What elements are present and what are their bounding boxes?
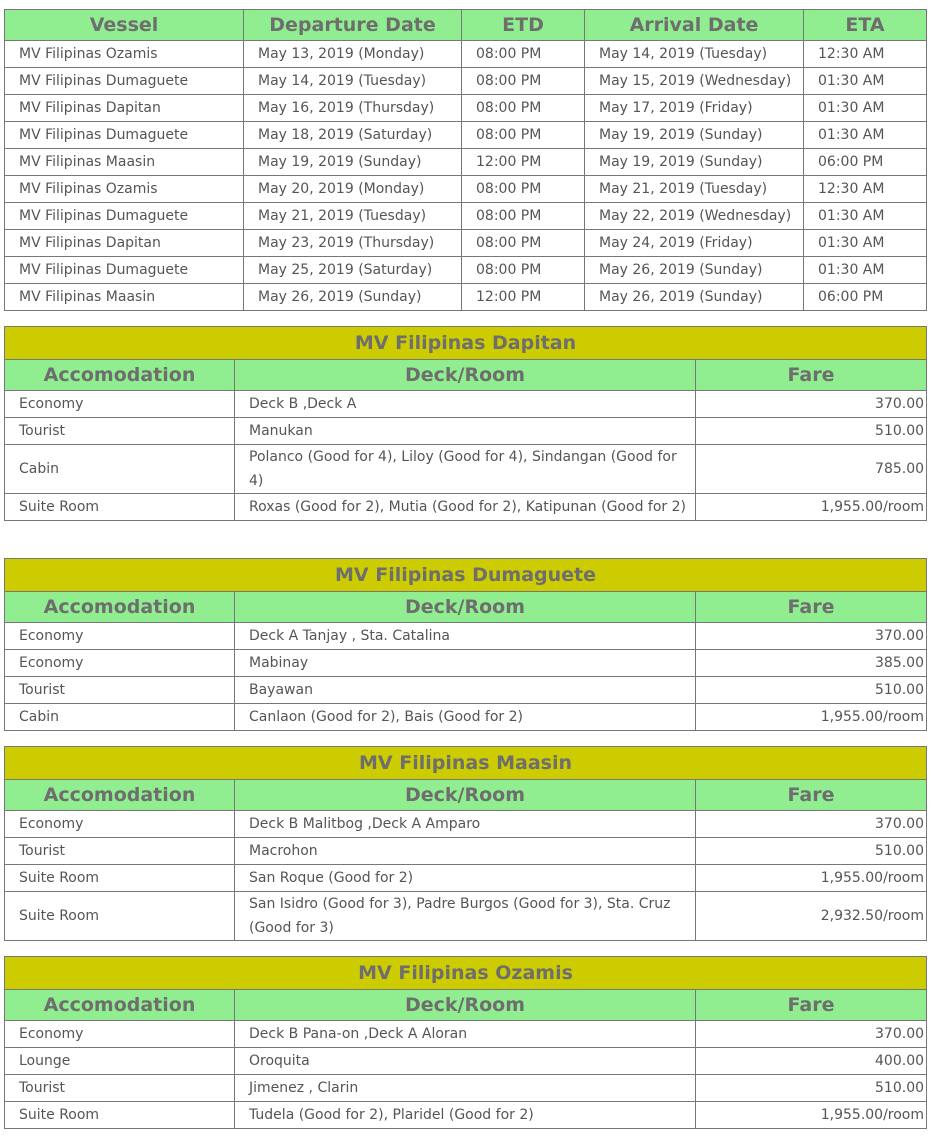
deck-room-cell: San Roque (Good for 2) <box>235 865 696 892</box>
vessel-cell: MV Filipinas Dumaguete <box>5 257 244 284</box>
eta-cell: 06:00 PM <box>804 284 927 311</box>
header-accomodation: Accomodation <box>5 360 235 391</box>
schedule-row <box>5 122 927 149</box>
etd-cell: 08:00 PM <box>462 95 585 122</box>
fare-table-title-row <box>5 957 927 990</box>
arrival-date-cell: May 14, 2019 (Tuesday) <box>585 41 804 68</box>
fare-header-row <box>5 592 927 623</box>
deck-room-cell: Tudela (Good for 2), Plaridel (Good for 2) <box>235 1102 696 1129</box>
accomodation-cell: Economy <box>5 811 235 838</box>
departure-date-cell: May 19, 2019 (Sunday) <box>244 149 462 176</box>
arrival-date-cell: May 22, 2019 (Wednesday) <box>585 203 804 230</box>
accomodation-cell: Suite Room <box>5 865 235 892</box>
deck-room-cell: Bayawan <box>235 677 696 704</box>
vessel-cell: MV Filipinas Dapitan <box>5 230 244 257</box>
arrival-date-cell: May 26, 2019 (Sunday) <box>585 257 804 284</box>
fare-table-dapitan <box>4 326 927 521</box>
accomodation-cell: Tourist <box>5 677 235 704</box>
arrival-date-cell: May 19, 2019 (Sunday) <box>585 122 804 149</box>
fare-header-row <box>5 360 927 391</box>
eta-cell: 01:30 AM <box>804 122 927 149</box>
schedule-row <box>5 149 927 176</box>
vessel-cell: MV Filipinas Dumaguete <box>5 122 244 149</box>
accomodation-cell: Cabin <box>5 704 235 731</box>
accomodation-cell: Cabin <box>5 445 235 494</box>
deck-room-cell: Deck B Malitbog ,Deck A Amparo <box>235 811 696 838</box>
departure-date-cell: May 16, 2019 (Thursday) <box>244 95 462 122</box>
fare-cell: 370.00 <box>696 811 927 838</box>
departure-date-cell: May 26, 2019 (Sunday) <box>244 284 462 311</box>
fare-table-title-row <box>5 747 927 780</box>
fare-header-row <box>5 780 927 811</box>
header-deck-room: Deck/Room <box>235 780 696 811</box>
fare-cell: 400.00 <box>696 1048 927 1075</box>
deck-room-cell: Polanco (Good for 4), Liloy (Good for 4), Sindangan (Good for 4) <box>235 445 696 494</box>
fare-row <box>5 418 927 445</box>
accomodation-cell: Tourist <box>5 418 235 445</box>
eta-cell: 01:30 AM <box>804 95 927 122</box>
vessel-cell: MV Filipinas Ozamis <box>5 176 244 203</box>
eta-cell: 12:30 AM <box>804 176 927 203</box>
schedule-row <box>5 284 927 311</box>
schedule-table <box>4 9 927 311</box>
fare-row <box>5 704 927 731</box>
header-deck-room: Deck/Room <box>235 592 696 623</box>
departure-date-cell: May 20, 2019 (Monday) <box>244 176 462 203</box>
deck-room-cell: Deck A Tanjay , Sta. Catalina <box>235 623 696 650</box>
schedule-row <box>5 257 927 284</box>
header-fare: Fare <box>696 990 927 1021</box>
arrival-date-cell: May 21, 2019 (Tuesday) <box>585 176 804 203</box>
etd-cell: 08:00 PM <box>462 122 585 149</box>
fare-table-title: MV Filipinas Maasin <box>5 747 927 780</box>
fare-table-title: MV Filipinas Dapitan <box>5 327 927 360</box>
eta-cell: 01:30 AM <box>804 257 927 284</box>
departure-date-cell: May 14, 2019 (Tuesday) <box>244 68 462 95</box>
deck-room-cell: Manukan <box>235 418 696 445</box>
vessel-cell: MV Filipinas Maasin <box>5 149 244 176</box>
departure-date-cell: May 25, 2019 (Saturday) <box>244 257 462 284</box>
arrival-date-cell: May 26, 2019 (Sunday) <box>585 284 804 311</box>
header-arrival-date: Arrival Date <box>585 10 804 41</box>
deck-room-cell: Canlaon (Good for 2), Bais (Good for 2) <box>235 704 696 731</box>
header-departure-date: Departure Date <box>244 10 462 41</box>
fare-cell: 510.00 <box>696 838 927 865</box>
fare-cell: 1,955.00/room <box>696 1102 927 1129</box>
fare-cell: 1,955.00/room <box>696 494 927 521</box>
header-vessel: Vessel <box>5 10 244 41</box>
eta-cell: 12:30 AM <box>804 41 927 68</box>
accomodation-cell: Suite Room <box>5 494 235 521</box>
fare-cell: 510.00 <box>696 1075 927 1102</box>
vessel-cell: MV Filipinas Dumaguete <box>5 68 244 95</box>
fare-row <box>5 494 927 521</box>
fare-row <box>5 677 927 704</box>
schedule-header-row <box>5 10 927 41</box>
fare-table-title-row <box>5 327 927 360</box>
accomodation-cell: Lounge <box>5 1048 235 1075</box>
header-fare: Fare <box>696 592 927 623</box>
header-accomodation: Accomodation <box>5 592 235 623</box>
schedule-row <box>5 203 927 230</box>
accomodation-cell: Suite Room <box>5 1102 235 1129</box>
fare-row <box>5 1021 927 1048</box>
header-accomodation: Accomodation <box>5 780 235 811</box>
fare-table-title: MV Filipinas Ozamis <box>5 957 927 990</box>
deck-room-cell: Deck B ,Deck A <box>235 391 696 418</box>
header-deck-room: Deck/Room <box>235 990 696 1021</box>
eta-cell: 01:30 AM <box>804 230 927 257</box>
arrival-date-cell: May 17, 2019 (Friday) <box>585 95 804 122</box>
eta-cell: 06:00 PM <box>804 149 927 176</box>
fare-header-row <box>5 990 927 1021</box>
fare-cell: 370.00 <box>696 623 927 650</box>
etd-cell: 12:00 PM <box>462 284 585 311</box>
arrival-date-cell: May 24, 2019 (Friday) <box>585 230 804 257</box>
fare-row <box>5 1102 927 1129</box>
fare-cell: 370.00 <box>696 1021 927 1048</box>
fare-row <box>5 623 927 650</box>
fare-cell: 2,932.50/room <box>696 892 927 941</box>
departure-date-cell: May 18, 2019 (Saturday) <box>244 122 462 149</box>
vessel-cell: MV Filipinas Dapitan <box>5 95 244 122</box>
accomodation-cell: Economy <box>5 391 235 418</box>
arrival-date-cell: May 19, 2019 (Sunday) <box>585 149 804 176</box>
etd-cell: 08:00 PM <box>462 230 585 257</box>
header-deck-room: Deck/Room <box>235 360 696 391</box>
eta-cell: 01:30 AM <box>804 68 927 95</box>
fare-row <box>5 865 927 892</box>
accomodation-cell: Suite Room <box>5 892 235 941</box>
deck-room-cell: Oroquita <box>235 1048 696 1075</box>
fare-cell: 1,955.00/room <box>696 704 927 731</box>
deck-room-cell: Jimenez , Clarin <box>235 1075 696 1102</box>
deck-room-cell: Mabinay <box>235 650 696 677</box>
fare-cell: 785.00 <box>696 445 927 494</box>
fare-table-dumaguete <box>4 558 927 731</box>
fare-row <box>5 445 927 494</box>
vessel-cell: MV Filipinas Dumaguete <box>5 203 244 230</box>
fare-table-ozamis <box>4 956 927 1129</box>
fare-row <box>5 811 927 838</box>
etd-cell: 08:00 PM <box>462 257 585 284</box>
fare-cell: 510.00 <box>696 418 927 445</box>
schedule-row <box>5 95 927 122</box>
schedule-row <box>5 230 927 257</box>
fare-cell: 1,955.00/room <box>696 865 927 892</box>
header-fare: Fare <box>696 360 927 391</box>
etd-cell: 08:00 PM <box>462 203 585 230</box>
fare-table-maasin <box>4 746 927 941</box>
vessel-cell: MV Filipinas Ozamis <box>5 41 244 68</box>
header-fare: Fare <box>696 780 927 811</box>
etd-cell: 08:00 PM <box>462 41 585 68</box>
fare-table-title-row <box>5 559 927 592</box>
deck-room-cell: Roxas (Good for 2), Mutia (Good for 2), Katipunan (Good for 2) <box>235 494 696 521</box>
fare-table-title: MV Filipinas Dumaguete <box>5 559 927 592</box>
departure-date-cell: May 13, 2019 (Monday) <box>244 41 462 68</box>
vessel-cell: MV Filipinas Maasin <box>5 284 244 311</box>
accomodation-cell: Economy <box>5 623 235 650</box>
etd-cell: 12:00 PM <box>462 149 585 176</box>
accomodation-cell: Tourist <box>5 1075 235 1102</box>
fare-row <box>5 892 927 941</box>
accomodation-cell: Tourist <box>5 838 235 865</box>
departure-date-cell: May 21, 2019 (Tuesday) <box>244 203 462 230</box>
accomodation-cell: Economy <box>5 650 235 677</box>
header-eta: ETA <box>804 10 927 41</box>
schedule-row <box>5 41 927 68</box>
etd-cell: 08:00 PM <box>462 176 585 203</box>
fare-row <box>5 1075 927 1102</box>
fare-row <box>5 1048 927 1075</box>
fare-row <box>5 391 927 418</box>
eta-cell: 01:30 AM <box>804 203 927 230</box>
schedule-row <box>5 176 927 203</box>
schedule-row <box>5 68 927 95</box>
header-accomodation: Accomodation <box>5 990 235 1021</box>
deck-room-cell: Deck B Pana-on ,Deck A Aloran <box>235 1021 696 1048</box>
deck-room-cell: Macrohon <box>235 838 696 865</box>
departure-date-cell: May 23, 2019 (Thursday) <box>244 230 462 257</box>
header-etd: ETD <box>462 10 585 41</box>
deck-room-cell: San Isidro (Good for 3), Padre Burgos (Good for 3), Sta. Cruz (Good for 3) <box>235 892 696 941</box>
fare-cell: 370.00 <box>696 391 927 418</box>
etd-cell: 08:00 PM <box>462 68 585 95</box>
fare-cell: 385.00 <box>696 650 927 677</box>
fare-row <box>5 650 927 677</box>
fare-cell: 510.00 <box>696 677 927 704</box>
fare-row <box>5 838 927 865</box>
arrival-date-cell: May 15, 2019 (Wednesday) <box>585 68 804 95</box>
accomodation-cell: Economy <box>5 1021 235 1048</box>
